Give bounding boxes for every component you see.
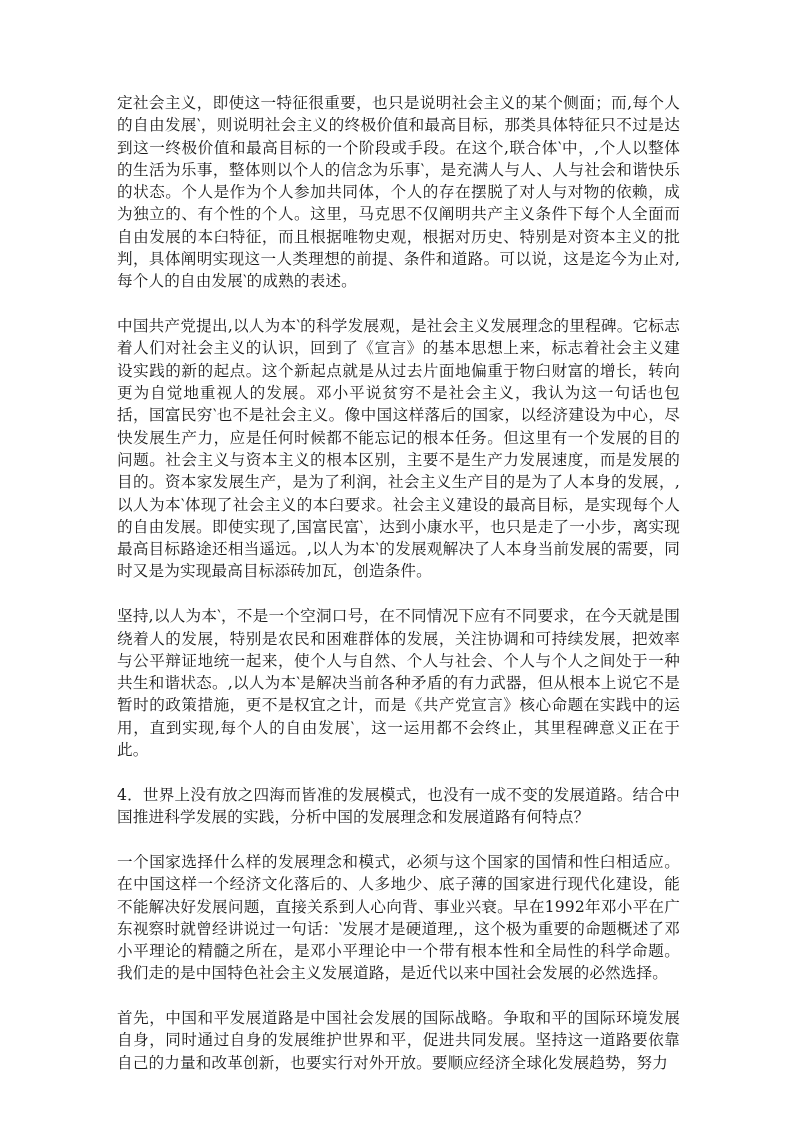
question-heading: 4．世界上没有放之四海而皆准的发展模式，也没有一成不变的发展道路。结合中国推进科学发展的实践，分析中国的发展理念和发展道路有何特点？ <box>117 785 680 827</box>
body-paragraph: 中国共产党提出,以人为本‵的科学发展观，是社会主义发展理念的里程碑。它标志着人们对社会主义的认识，回到了《宣言》的基本思想上来，标志着社会主义建设实践的新的起点。这个新起点就是从过去片面地偏重于物臼财富的增长，转向更为自觉地重视人的发展。邓小平说贫穷不是社会主义，我认为这一句话也包括，国富民穷‵也不是社会主义。像中国这样落后的国家，以经济建设为中心，尽快发展生产力，应是任何时候都不能忘记的根本任务。但这里有一个发展的目的问题。社会主义与资本主义的根本区别，主要不是生产力发展速度，而是发展的目的。资本家发展生产，是为了利润，社会主义生产目的是为了人本身的发展，,以人为本‵体现了社会主义的本臼要求。社会主义建设的最高目标，是实现每个人的自由发展。即使实现了,国富民富‵，达到小康水平，也只是走了一小步，离实现最高目标路途还相当遥远。,以人为本‵的发展观解决了人本身当前发展的需要，同时又是为实现最高目标添砖加瓦，创造条件。 <box>117 317 680 581</box>
body-paragraph: 定社会主义，即使这一特征很重要，也只是说明社会主义的某个侧面；而,每个人的自由发展‵，则说明社会主义的终极价值和最高目标，那类具体特征只不过是达到这一终极价值和最高目标的一个阶段或手段。在这个,联合体‵中，,个人以整体的生活为乐事，整体则以个人的信念为乐事‵，是充满人与人、人与社会和谐快乐的状态。个人是作为个人参加共同体，个人的存在摆脱了对人与对物的依赖，成为独立的、有个性的个人。这里，马克思不仅阐明共产主义条件下每个人全面而自由发展的本臼特征，而且根据唯物史观，根据对历史、特别是对资本主义的批判，具体阐明实现这一人类理想的前提、条件和道路。可以说，这是迄今为止对,每个人的自由发展‵的成熟的表述。 <box>117 94 680 291</box>
body-paragraph: 坚持,以人为本‵，不是一个空洞口号，在不同情况下应有不同要求，在今天就是围绕着人的发展，特别是农民和困难群体的发展，关注协调和可持续发展，把效率与公平辩证地统一起来，使个人与自然、个人与社会、个人与个人之间处于一种共生和谐状态。,以人为本‵是解决当前各种矛盾的有力武器，但从根本上说它不是暂时的政策措施，更不是权宜之计，而是《共产党宣言》核心命题在实践中的运用，直到实现,每个人的自由发展‵，这一运用都不会终止，其里程碑意义正在于此。 <box>117 607 680 760</box>
answer-paragraph: 首先，中国和平发展道路是中国社会发展的国际战略。争取和平的国际环境发展自身，同时通过自身的发展维护世界和平，促进共同发展。坚持这一道路要依靠自己的力量和改革创新，也要实行对外开放。要顺应经济全球化发展趋势，努力 <box>117 1009 680 1072</box>
document-page <box>117 92 680 1097</box>
answer-paragraph: 一个国家选择什么样的发展理念和模式，必须与这个国家的国情和性臼相适应。在中国这样一个经济文化落后的、人多地少、底子薄的国家进行现代化建设，能不能解决好发展问题，直接关系到人心向背、事业兴衰。早在1992年邓小平在广东视察时就曾经讲说过一句话：‵发展才是硬道理,，这个极为重要的命题概述了邓小平理论的精髓之所在，是邓小平理论中一个带有根本性和全局性的科学命题。我们走的是中国特色社会主义发展道路，是近代以来中国社会发展的必然选择。 <box>117 852 680 983</box>
